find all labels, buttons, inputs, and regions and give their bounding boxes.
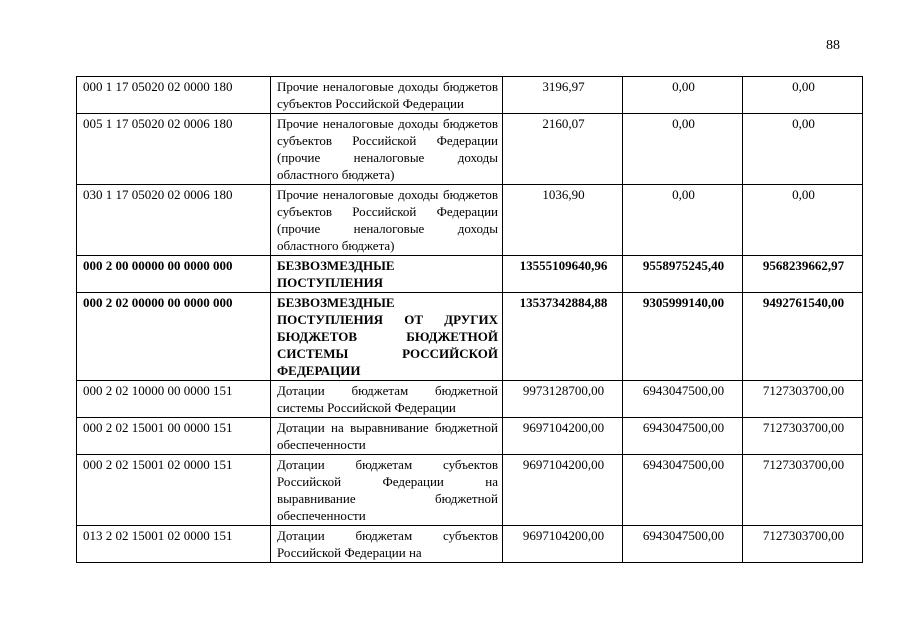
revenue-name-cell: Прочие неналоговые доходы бюджетов субъектов Российской Федерации (прочие неналоговые доходы областного бюджета): [271, 185, 503, 256]
table-row: [77, 114, 863, 185]
amount-cell-3: 9492761540,00: [743, 293, 863, 381]
table-row: [77, 418, 863, 455]
table-row: [77, 381, 863, 418]
revenue-name-cell: Прочие неналоговые доходы бюджетов субъектов Российской Федерации: [271, 77, 503, 114]
amount-cell-2: 6943047500,00: [623, 526, 743, 563]
revenue-name-cell: Дотации бюджетам субъектов Российской Федерации на: [271, 526, 503, 563]
amount-cell-3: 7127303700,00: [743, 418, 863, 455]
amount-cell-3: 7127303700,00: [743, 381, 863, 418]
revenue-name-cell: Прочие неналоговые доходы бюджетов субъектов Российской Федерации (прочие неналоговые доходы областного бюджета): [271, 114, 503, 185]
amount-cell-2: 9558975245,40: [623, 256, 743, 293]
budget-revenue-table: [76, 76, 863, 563]
table-row: [77, 77, 863, 114]
amount-cell-2: 6943047500,00: [623, 381, 743, 418]
amount-cell-1: 13537342884,88: [503, 293, 623, 381]
amount-cell-1: 13555109640,96: [503, 256, 623, 293]
amount-cell-1: 9697104200,00: [503, 526, 623, 563]
revenue-name-cell: Дотации на выравнивание бюджетной обеспеченности: [271, 418, 503, 455]
amount-cell-2: 0,00: [623, 185, 743, 256]
budget-code-cell: 005 1 17 05020 02 0006 180: [77, 114, 271, 185]
budget-code-cell: 013 2 02 15001 02 0000 151: [77, 526, 271, 563]
amount-cell-2: 0,00: [623, 114, 743, 185]
amount-cell-3: 0,00: [743, 77, 863, 114]
amount-cell-3: 9568239662,97: [743, 256, 863, 293]
amount-cell-3: 0,00: [743, 114, 863, 185]
amount-cell-3: 7127303700,00: [743, 455, 863, 526]
table-row: [77, 256, 863, 293]
amount-cell-1: 9697104200,00: [503, 455, 623, 526]
budget-code-cell: 000 1 17 05020 02 0000 180: [77, 77, 271, 114]
revenue-name-cell: БЕЗВОЗМЕЗДНЫЕ ПОСТУПЛЕНИЯ: [271, 256, 503, 293]
revenue-name-cell: Дотации бюджетам субъектов Российской Федерации на выравнивание бюджетной обеспеченности: [271, 455, 503, 526]
amount-cell-1: 9697104200,00: [503, 418, 623, 455]
page-number: 88: [826, 38, 840, 53]
budget-code-cell: 000 2 02 00000 00 0000 000: [77, 293, 271, 381]
budget-code-cell: 030 1 17 05020 02 0006 180: [77, 185, 271, 256]
amount-cell-2: 6943047500,00: [623, 418, 743, 455]
amount-cell-2: 9305999140,00: [623, 293, 743, 381]
table-row: [77, 293, 863, 381]
table-row: [77, 526, 863, 563]
budget-code-cell: 000 2 02 10000 00 0000 151: [77, 381, 271, 418]
revenue-name-cell: Дотации бюджетам бюджетной системы Российской Федерации: [271, 381, 503, 418]
table-row: [77, 455, 863, 526]
amount-cell-2: 0,00: [623, 77, 743, 114]
budget-code-cell: 000 2 02 15001 00 0000 151: [77, 418, 271, 455]
amount-cell-1: 1036,90: [503, 185, 623, 256]
amount-cell-1: 3196,97: [503, 77, 623, 114]
amount-cell-1: 9973128700,00: [503, 381, 623, 418]
budget-code-cell: 000 2 02 15001 02 0000 151: [77, 455, 271, 526]
table-row: [77, 185, 863, 256]
budget-code-cell: 000 2 00 00000 00 0000 000: [77, 256, 271, 293]
amount-cell-1: 2160,07: [503, 114, 623, 185]
amount-cell-3: 7127303700,00: [743, 526, 863, 563]
amount-cell-2: 6943047500,00: [623, 455, 743, 526]
amount-cell-3: 0,00: [743, 185, 863, 256]
revenue-name-cell: БЕЗВОЗМЕЗДНЫЕ ПОСТУПЛЕНИЯ ОТ ДРУГИХ БЮДЖЕТОВ БЮДЖЕТНОЙ СИСТЕМЫ РОССИЙСКОЙ ФЕДЕРАЦИИ: [271, 293, 503, 381]
